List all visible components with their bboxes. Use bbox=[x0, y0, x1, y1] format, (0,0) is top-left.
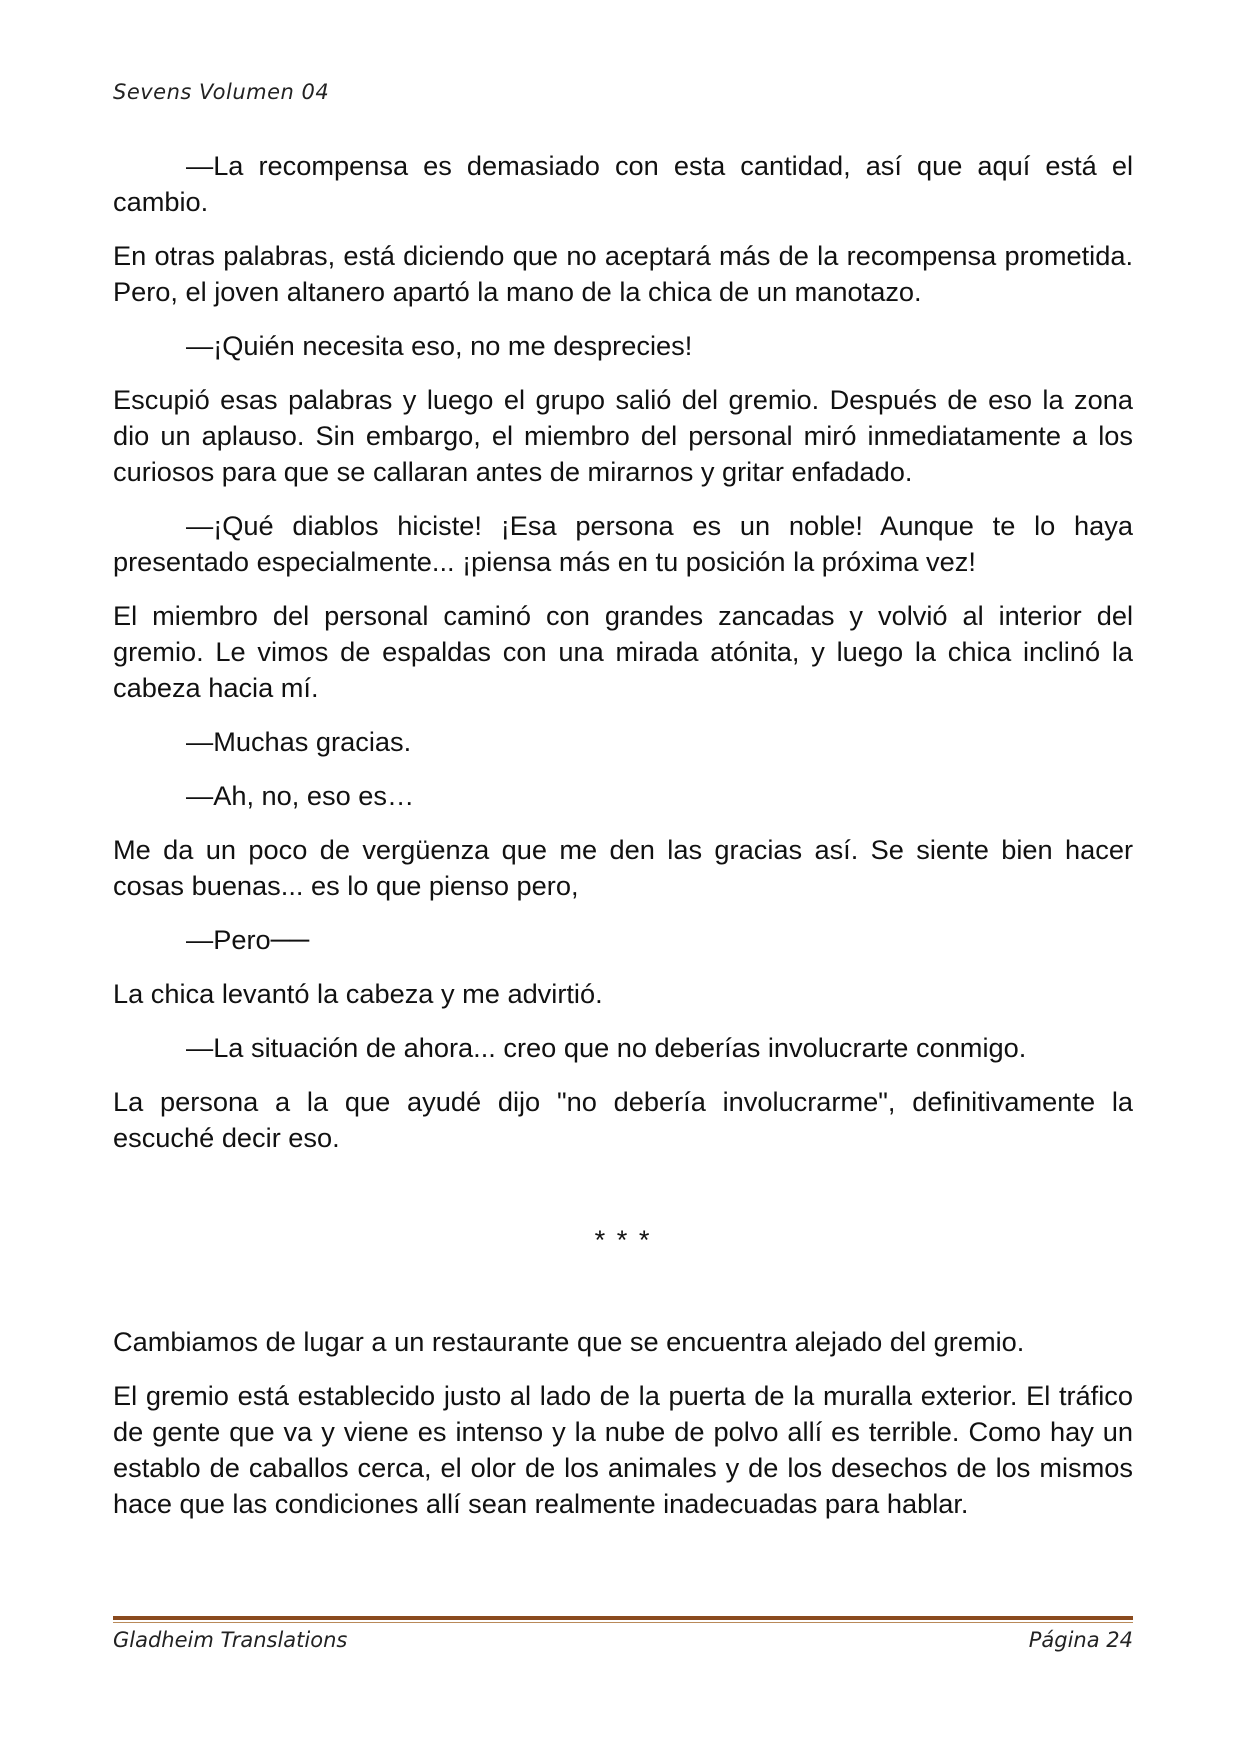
narration-paragraph: La chica levantó la cabeza y me advirtió. bbox=[113, 978, 603, 1009]
dialog-paragraph: —¡Qué diablos hiciste! ¡Esa persona es un noble! Aunque te lo haya presentado especialmente... ¡piensa más en tu posición la próxima vez! bbox=[113, 510, 1133, 577]
dialog-paragraph: —La situación de ahora... creo que no deberías involucrarte conmigo. bbox=[186, 1032, 1027, 1063]
narration-paragraph: La persona a la que ayudé dijo "no debería involucrarme", definitivamente la escuché decir eso. bbox=[113, 1086, 1133, 1153]
narration-paragraph: Cambiamos de lugar a un restaurante que se encuentra alejado del gremio. bbox=[113, 1326, 1025, 1357]
dialog-paragraph: —Ah, no, eso es… bbox=[186, 780, 415, 811]
scene-separator: * * * bbox=[594, 1224, 652, 1255]
dialog-paragraph: —La recompensa es demasiado con esta cantidad, así que aquí está el cambio. bbox=[113, 150, 1133, 217]
footer-rule-thin bbox=[113, 1622, 1133, 1623]
running-header: Sevens Volumen 04 bbox=[113, 80, 330, 104]
narration-paragraph: Me da un poco de vergüenza que me den las gracias así. Se siente bien hacer cosas buenas... es lo que pienso pero, bbox=[113, 834, 1133, 901]
dialog-paragraph: —¡Quién necesita eso, no me desprecies! bbox=[186, 330, 693, 361]
narration-paragraph: Escupió esas palabras y luego el grupo salió del gremio. Después de eso la zona dio un aplauso. Sin embargo, el miembro del personal miró inmediatamente a los curiosos para que se callaran antes de mirarnos y gritar enfadado. bbox=[113, 384, 1133, 487]
narration-paragraph: El gremio está establecido justo al lado de la puerta de la muralla exterior. El tráfico de gente que va y viene es intenso y la nube de polvo allí es terrible. Como hay un establo de caballos cerca, el olor de los animales y de los desechos de los mismos hace que las condiciones allí sean realmente inadecuadas para hablar. bbox=[113, 1380, 1133, 1519]
narration-paragraph: El miembro del personal caminó con grandes zancadas y volvió al interior del gremio. Le vimos de espaldas con una mirada atónita, y luego la chica inclinó la cabeza hacia mí. bbox=[113, 600, 1133, 703]
page-body bbox=[113, 148, 1133, 1540]
dialog-paragraph: —Pero── bbox=[186, 924, 310, 955]
footer-publisher: Gladheim Translations bbox=[113, 1628, 348, 1652]
dialog-paragraph: —Muchas gracias. bbox=[186, 726, 412, 757]
narration-paragraph: En otras palabras, está diciendo que no aceptará más de la recompensa prometida. Pero, el joven altanero apartó la mano de la chica de un manotazo. bbox=[113, 240, 1133, 307]
footer-rule bbox=[113, 1616, 1133, 1620]
page-number: Página 24 bbox=[1028, 1628, 1133, 1652]
